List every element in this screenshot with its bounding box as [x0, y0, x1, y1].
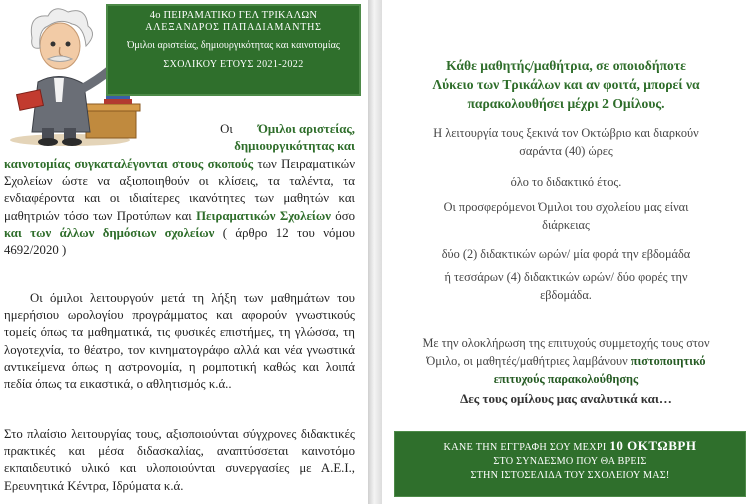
- book-spine: [368, 0, 382, 504]
- offered-clubs-info: [382, 198, 750, 234]
- intro-bold-part2: καινοτομίας συγκαταλέγονται στους σκοπούς: [4, 157, 254, 171]
- registration-banner: [394, 431, 746, 497]
- completion-line2-text: Όμιλο, οι μαθητές/μαθήτριες λαμβάνουν: [426, 354, 631, 368]
- completion-info: [382, 334, 750, 388]
- offered-clubs-line2: διάρκειας: [542, 218, 590, 232]
- certificate-text: πιστοποιητικό: [630, 354, 706, 368]
- eligibility-line2: Λύκειο των Τρικάλων και αν φοιτά, μπορεί να: [432, 77, 700, 92]
- right-page: [382, 0, 750, 504]
- duration-line2: σαράντα (40) ώρες: [519, 144, 613, 158]
- intro-bold-part1: Όμιλοι αριστείας, δημιουργικότητας και: [234, 122, 355, 154]
- completion-line2: [382, 352, 750, 370]
- intro-lead: [155, 121, 355, 155]
- intro-lead-word: Οι: [220, 122, 233, 136]
- intro-bold-part4: και των άλλων δημόσιων σχολείων: [4, 225, 215, 240]
- operation-paragraph: Οι όμιλοι λειτουργούν μετά τη λήξη των μαθημάτων του ημερήσιου ωρολογίου προγράμματος και αφορούν γνωστικούς τομείς όπως τα μαθηματικά, τις φυσικές επιστήμες, τη γλώσσα, τη λογοτεχνία, το θέατρο, τον κινηματογράφο αλλά και νέα γνωστικά αντικείμενα όπως η αστρονομία, η ρομποτική καθώς και λοιπά πεδία όπως τα εικαστικά, ο αθλητισμός κ.ά..: [4, 291, 355, 392]
- school-year: ΣΧΟΛΙΚΟΥ ΕΤΟΥΣ 2021-2022: [163, 59, 304, 70]
- school-subname: ΑΛΕΞΑΝΔΡΟΣ ΠΑΠΑΔΙΑΜΑΝΤΗΣ: [145, 22, 322, 33]
- see-more-text: Δες τους ομίλους μας αναλυτικά και…: [460, 391, 672, 406]
- school-year-info: όλο το διδακτικό έτος.: [510, 175, 622, 189]
- registration-link-line: ΣΤΟ ΣΥΝΔΕΣΜΟ ΠΟΥ ΘΑ ΒΡΕΙΣ: [493, 456, 647, 467]
- intro-text3: ( άρθρο 12 του νόμου 4692/2020 ): [4, 225, 356, 258]
- duration-info: [382, 124, 750, 160]
- duration-line1: Η λειτουργία τους ξεκινά τον Οκτώβριο και διαρκούν: [433, 126, 699, 140]
- intro-bold-part3: Πειραματικών Σχολείων: [196, 208, 331, 223]
- eligibility-line1: Κάθε μαθητής/μαθήτρια, σε οποιοδήποτε: [446, 58, 686, 73]
- four-hours-line2: εβδομάδα.: [540, 288, 592, 302]
- intro-text1: των Πειραματικών Σχολείων ώστε να αξιοποιηθούν οι κλίσεις, τα ταλέντα, τα ενδιαφέροντα και οι ιδιαίτερες ικανότητες των μαθητών και μαθητριών τόσο των Προτύπων και: [4, 157, 355, 223]
- practices-paragraph: Στο πλαίσιο λειτουργίας τους, αξιοποιούνται σύγχρονες διδακτικές πρακτικές και μέσα διδασκαλίας, αναπτύσσεται καινοτόμο εκπαιδευτικό υλικό και υλοποιούνται συνεργασίες με Α.Ε.Ι., Ερευνητικά Κέντρα, Ιδρύματα κ.ά.: [4, 427, 355, 493]
- eligibility-title: [382, 56, 750, 113]
- two-hours-info: δύο (2) διδακτικών ωρών/ μία φορά την εβδομάδα: [441, 247, 691, 261]
- school-name: 4ο ΠΕΙΡΑΜΑΤΙΚΟ ΓΕΛ ΤΡΙΚΑΛΩΝ: [149, 10, 318, 21]
- registration-website-line: ΣΤΗΝ ΙΣΤΟΣΕΛΙΔΑ ΤΟΥ ΣΧΟΛΕΙΟΥ ΜΑΣ!: [470, 470, 670, 481]
- four-hours-info: [382, 268, 750, 304]
- board-topic: Όμιλοι αριστείας, δημιουργικότητας και καινοτομίας: [127, 40, 340, 51]
- certificate-text-cont: επιτυχούς παρακολούθησης: [493, 372, 639, 386]
- four-hours-line1: ή τεσσάρων (4) διδακτικών ωρών/ δύο φορές την: [444, 270, 688, 284]
- registration-deadline-text: ΚΑΝΕ ΤΗΝ ΕΓΓΡΑΦΗ ΣΟΥ ΜΕΧΡΙ: [443, 442, 607, 453]
- offered-clubs-line1: Οι προσφερόμενοι Όμιλοι του σχολείου μας είναι: [443, 200, 689, 214]
- registration-deadline-date: 10 ΟΚΤΩΒΡΗ: [609, 438, 697, 453]
- registration-deadline-line: [395, 438, 745, 454]
- eligibility-line3: παρακολουθήσει μέχρι 2 Ομίλους.: [467, 96, 665, 111]
- left-page: [0, 0, 368, 504]
- intro-text2: όσο: [330, 208, 355, 223]
- intro-paragraph: [4, 156, 355, 259]
- completion-line1: Με την ολοκλήρωση της επιτυχούς συμμετοχής τους στον: [422, 336, 710, 350]
- school-header-board: [106, 4, 361, 96]
